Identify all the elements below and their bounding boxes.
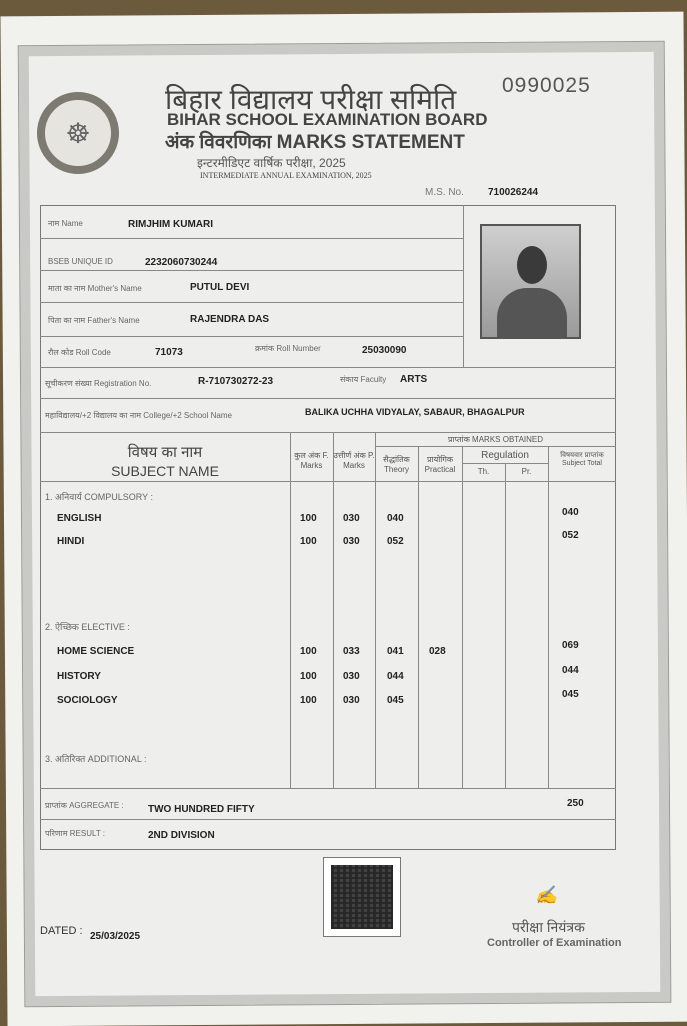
date: 25/03/2025 (90, 931, 141, 942)
subject-name: HOME SCIENCE (57, 646, 135, 657)
section-title: 2. ऐच्छिक ELECTIVE : (45, 622, 130, 632)
section-title: 1. अनिवार्य COMPULSORY : (45, 492, 153, 502)
registration-label: सूचीकरण संख्या Registration No. (45, 379, 152, 388)
subject-name: SOCIOLOGY (57, 695, 118, 706)
father-name: RAJENDRA DAS (190, 314, 270, 325)
roll-code: 71073 (155, 347, 183, 358)
aggregate-label: प्राप्तांक AGGREGATE : (45, 801, 124, 810)
faculty: ARTS (400, 374, 428, 385)
marks-theory: 052 (387, 536, 404, 547)
regulation-theory-header: Th. (477, 467, 490, 476)
signature-icon: ✍ (535, 885, 558, 905)
full-marks-header: कुल अंक F. Marks (294, 451, 329, 470)
board-title: BIHAR SCHOOL EXAMINATION BOARD (167, 110, 488, 129)
subject-name: ENGLISH (57, 513, 102, 524)
student-photo (480, 224, 581, 339)
subject-name: HISTORY (57, 671, 101, 682)
marks-p: 030 (343, 536, 360, 547)
marks-p: 033 (343, 646, 360, 657)
marks-f: 100 (300, 646, 317, 657)
faculty-label: संकाय Faculty (340, 375, 387, 384)
marks-f: 100 (300, 695, 317, 706)
school-label: महाविद्यालय/+2 विद्यालय का नाम College/+2 School Name (45, 411, 232, 420)
marks-total: 045 (562, 689, 579, 700)
marks-p: 030 (343, 695, 360, 706)
controller-hindi: परीक्षा नियंत्रक (512, 919, 585, 935)
regulation-practical-header: Pr. (521, 467, 532, 476)
marks-total: 052 (562, 530, 579, 541)
theory-header: सैद्धांतिक Theory (383, 455, 410, 474)
father-label: पिता का नाम Father's Name (48, 316, 140, 325)
marks-f: 100 (300, 671, 317, 682)
statement-title: अंक विवरणिका MARKS STATEMENT (165, 132, 465, 153)
marks-obtained-header: प्राप्तांक MARKS OBTAINED (447, 435, 544, 444)
mother-name: PUTUL DEVI (190, 282, 250, 293)
roll-code-label: रौल कोड Roll Code (48, 348, 111, 357)
marks-total: 044 (562, 665, 579, 676)
marks-total: 069 (562, 640, 579, 651)
aggregate-total: 250 (567, 798, 584, 809)
marks-p: 030 (343, 513, 360, 524)
division: 2ND DIVISION (148, 830, 215, 841)
subject-header: SUBJECT NAME (111, 463, 219, 479)
roll-number-label: क्रमांक Roll Number (255, 344, 321, 353)
marks-f: 100 (300, 536, 317, 547)
serial-number: 0990025 (502, 74, 591, 97)
ms-number: 710026244 (488, 187, 539, 198)
exam-english: INTERMEDIATE ANNUAL EXAMINATION, 2025 (200, 171, 372, 180)
marks-practical: 028 (429, 646, 446, 657)
marks-f: 100 (300, 513, 317, 524)
subject-name: HINDI (57, 536, 85, 547)
hindi-title: बिहार विद्यालय परीक्षा समिति (165, 84, 457, 115)
school-name: BALIKA UCHHA VIDYALAY, SABAUR, BHAGALPUR (305, 407, 525, 417)
regulation-header: Regulation (481, 450, 529, 461)
name-label: नाम Name (48, 219, 83, 228)
uid-label: BSEB UNIQUE ID (48, 257, 113, 266)
exam-hindi: इन्टरमीडिएट वार्षिक परीक्षा, 2025 (197, 156, 346, 170)
uid-value: 2232060730244 (145, 257, 218, 268)
pass-marks-header: उत्तीर्ण अंक P. Marks (333, 451, 375, 470)
student-name: RIMJHIM KUMARI (128, 219, 213, 230)
marks-theory: 040 (387, 513, 404, 524)
dated-label: DATED : (40, 925, 83, 937)
marks-theory: 044 (387, 671, 404, 682)
controller-title: Controller of Examination (487, 937, 622, 949)
subject-header-hi: विषय का नाम (127, 444, 203, 461)
board-seal-logo: ☸ (37, 92, 119, 174)
marks-theory: 041 (387, 646, 404, 657)
marks-theory: 045 (387, 695, 404, 706)
practical-header: प्रायोगिक Practical (424, 455, 456, 474)
marks-total: 040 (562, 507, 579, 518)
ms-label: M.S. No. (425, 187, 464, 198)
mother-label: माता का नाम Mother's Name (48, 284, 142, 293)
aggregate-words: TWO HUNDRED FIFTY (148, 804, 255, 815)
result-label: परिणाम RESULT : (45, 829, 106, 838)
qr-code (323, 857, 401, 937)
subject-total-header: विषयवार प्राप्तांक Subject Total (560, 452, 604, 467)
marks-p: 030 (343, 671, 360, 682)
section-title: 3. अतिरिक्त ADDITIONAL : (45, 754, 147, 764)
registration-number: R-710730272-23 (198, 376, 274, 387)
roll-number: 25030090 (362, 345, 407, 356)
